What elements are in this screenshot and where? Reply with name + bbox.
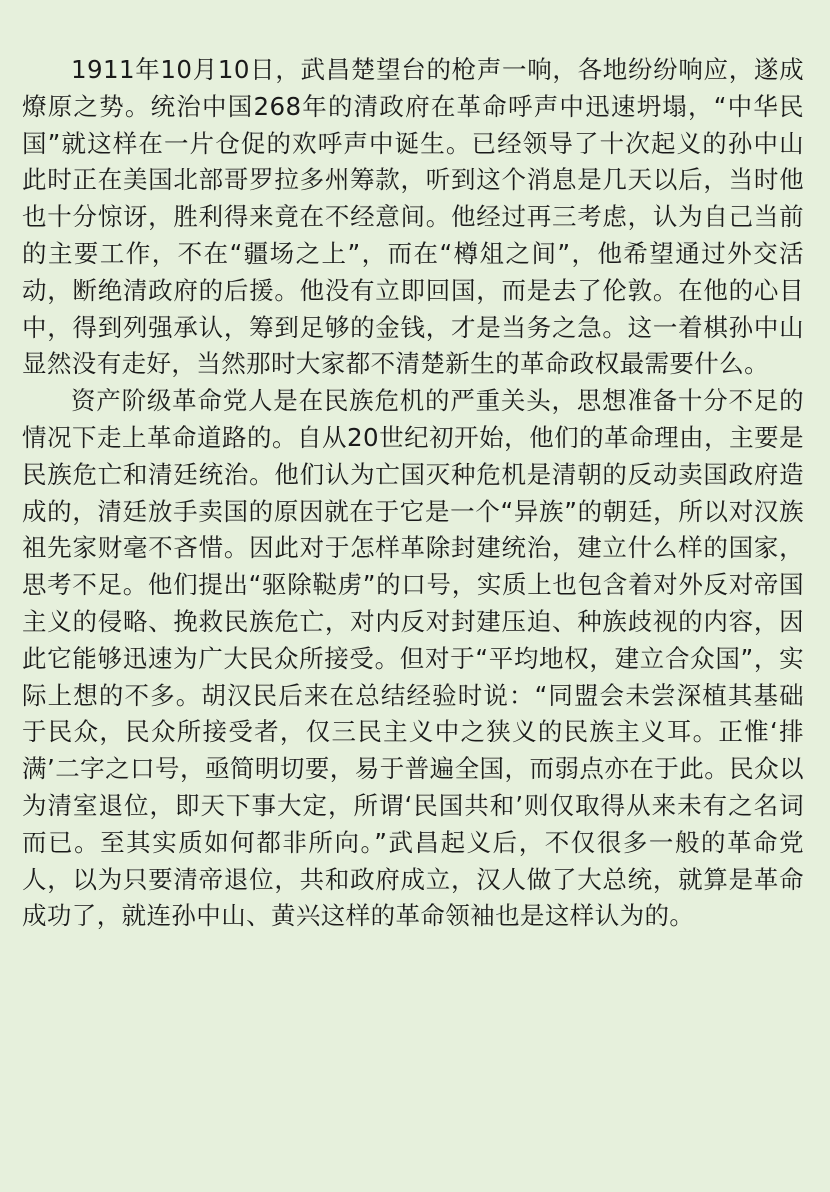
paragraph-1: 1911年10月10日，武昌楚望台的枪声一响，各地纷纷响应，遂成燎原之势。统治中国268年的清政府在革命呼声中迅速坍塌，“中华民国”就这样在一片仓促的欢呼声中诞生。已经领导了十次起义的孙中山此时正在美国北部哥罗拉多州筹款，听到这个消息是几天以后，当时他也十分惊讶，胜利得来竟在不经意间。他经过再三考虑，认为自己当前的主要工作，不在“疆场之上”，而在“樽俎之间”，他希望通过外交活动，断绝清政府的后援。他没有立即回国，而是去了伦敦。在他的心目中，得到列强承认，筹到足够的金钱，才是当务之急。这一着棋孙中山显然没有走好，当然那时大家都不清楚新生的革命政权最需要什么。 [22,55,804,379]
paragraph-2: 资产阶级革命党人是在民族危机的严重关头，思想准备十分不足的情况下走上革命道路的。自从20世纪初开始，他们的革命理由，主要是民族危亡和清廷统治。他们认为亡国灭种危机是清朝的反动卖国政府造成的，清廷放手卖国的原因就在于它是一个“异族”的朝廷，所以对汉族祖先家财毫不吝惜。因此对于怎样革除封建统治，建立什么样的国家，思考不足。他们提出“驱除鞑虏”的口号，实质上也包含着对外反对帝国主义的侵略、挽救民族危亡，对内反对封建压迫、种族歧视的内容，因此它能够迅速为广大民众所接受。但对于“平均地权，建立合众国”，实际上想的不多。胡汉民后来在总结经验时说：“同盟会未尝深植其基础于民众，民众所接受者，仅三民主义中之狭义的民族主义耳。正惟‘排满’二字之口号，亟简明切要，易于普遍全国，而弱点亦在于此。民众以为清室退位，即天下事大定，所谓‘民国共和’则仅取得从来未有之名词而已。至其实质如何都非所向。”武昌起义后，不仅很多一般的革命党人，以为只要清帝退位，共和政府成立，汉人做了大总统，就算是革命成功了，就连孙中山、黄兴这样的革命领袖也是这样认为的。 [22,386,804,931]
